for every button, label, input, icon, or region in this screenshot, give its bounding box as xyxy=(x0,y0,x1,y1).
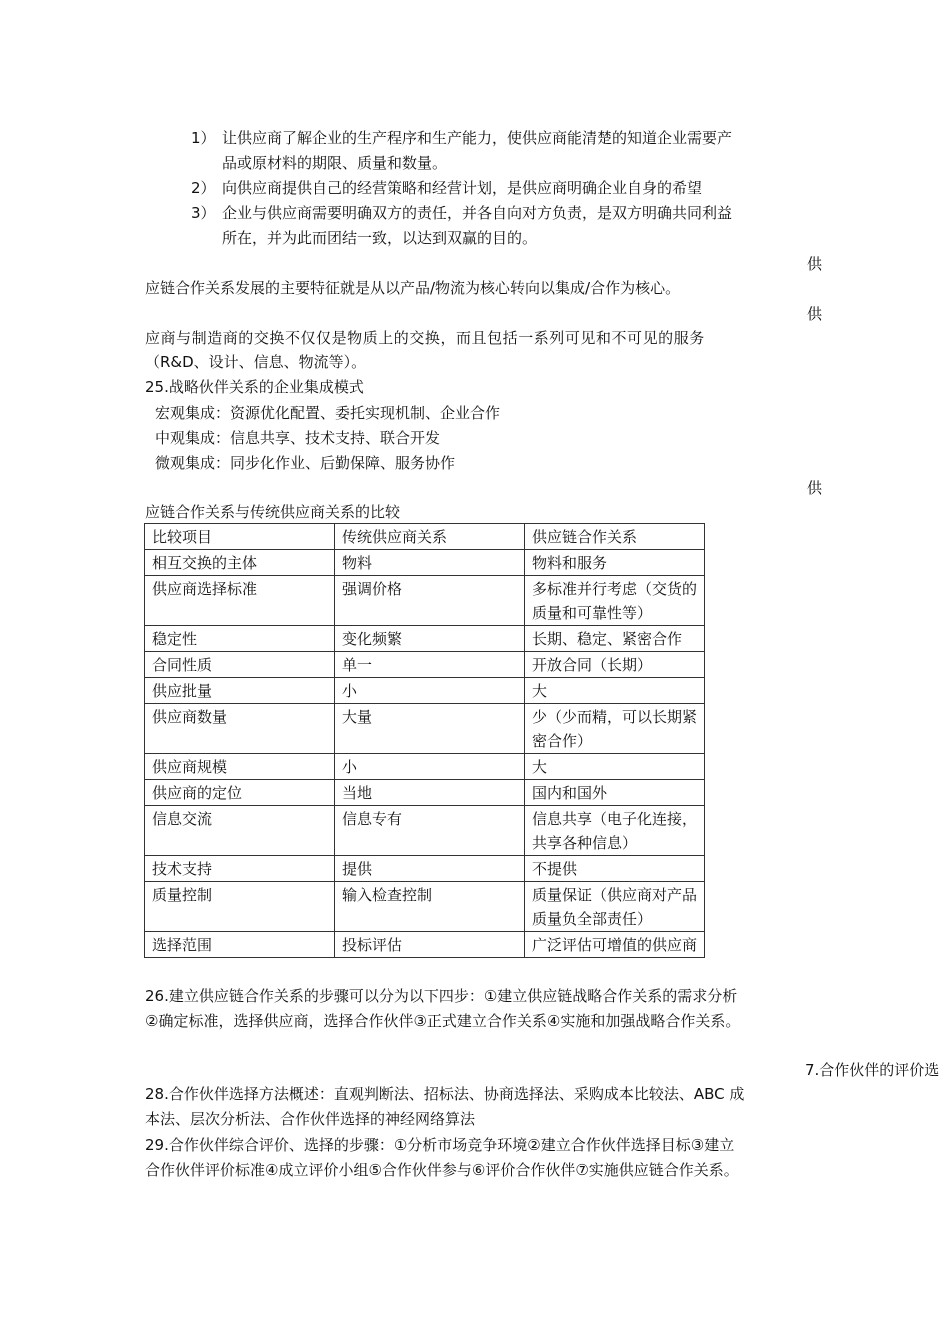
table-cell: 大 xyxy=(525,754,705,780)
table-cell: 技术支持 xyxy=(145,856,335,882)
table-row xyxy=(145,576,705,626)
table-cell: 稳定性 xyxy=(145,626,335,652)
section-text: 合作伙伴评价标准④成立评价小组⑤合作伙伴参与⑥评价合作伙伴⑦实施供应链合作关系。 xyxy=(145,1161,739,1179)
table-cell: 供应商数量 xyxy=(145,704,335,754)
table-cell: 投标评估 xyxy=(335,932,525,958)
table-cell: 物料和服务 xyxy=(525,550,705,576)
table-row xyxy=(145,780,705,806)
section-text: 本法、层次分析法、合作伙伴选择的神经网络算法 xyxy=(145,1110,476,1128)
table-caption: 应链合作关系与传统供应商关系的比较 xyxy=(145,503,401,521)
list-number: 3） xyxy=(191,204,216,222)
table-row xyxy=(145,932,705,958)
table-cell: 多标准并行考虑（交货的质量和可靠性等） xyxy=(525,576,705,626)
table-cell: 小 xyxy=(335,754,525,780)
section-item: 中观集成：信息共享、技术支持、联合开发 xyxy=(155,429,441,447)
table-cell: 信息共享（电子化连接，共享各种信息） xyxy=(525,806,705,856)
paragraph-text: 应链合作关系发展的主要特征就是从以产品/物流为核心转向以集成/合作为核心。 xyxy=(145,279,681,297)
list-item-text: 企业与供应商需要明确双方的责任，并各自向对方负责，是双方明确共同利益 xyxy=(222,204,733,222)
table-row xyxy=(145,652,705,678)
table-cell: 广泛评估可增值的供应商 xyxy=(525,932,705,958)
section-heading-fragment: 7.合作伙伴的评价选 xyxy=(805,1061,940,1079)
table-cell: 质量控制 xyxy=(145,882,335,932)
table-header-cell: 比较项目 xyxy=(145,524,335,550)
table-cell: 供应批量 xyxy=(145,678,335,704)
list-item-text: 所在，并为此而团结一致，以达到双赢的目的。 xyxy=(222,229,538,247)
table-row xyxy=(145,882,705,932)
section-text: 28.合作伙伴选择方法概述：直观判断法、招标法、协商选择法、采购成本比较法、ABC 成 xyxy=(145,1085,745,1103)
paragraph-lead-char: 供 xyxy=(807,255,823,273)
comparison-table xyxy=(144,523,705,958)
table-cell: 开放合同（长期） xyxy=(525,652,705,678)
list-number: 1） xyxy=(191,129,216,147)
table-header-cell: 供应链合作关系 xyxy=(525,524,705,550)
table-cell: 质量保证（供应商对产品质量负全部责任） xyxy=(525,882,705,932)
table-cell: 供应商选择标准 xyxy=(145,576,335,626)
table-header-row xyxy=(145,524,705,550)
table-cell: 相互交换的主体 xyxy=(145,550,335,576)
table-cell: 当地 xyxy=(335,780,525,806)
table-cell: 小 xyxy=(335,678,525,704)
table-cell: 信息专有 xyxy=(335,806,525,856)
table-header-cell: 传统供应商关系 xyxy=(335,524,525,550)
table-cell: 供应商规模 xyxy=(145,754,335,780)
table-cell: 强调价格 xyxy=(335,576,525,626)
table-cell: 国内和国外 xyxy=(525,780,705,806)
table-row xyxy=(145,856,705,882)
table-cell: 提供 xyxy=(335,856,525,882)
section-item: 宏观集成：资源优化配置、委托实现机制、企业合作 xyxy=(155,404,501,422)
table-cell: 合同性质 xyxy=(145,652,335,678)
table-cell: 信息交流 xyxy=(145,806,335,856)
table-cell: 供应商的定位 xyxy=(145,780,335,806)
section-text: 26.建立供应链合作关系的步骤可以分为以下四步：①建立供应链战略合作关系的需求分析 xyxy=(145,987,738,1005)
section-item: 微观集成：同步化作业、后勤保障、服务协作 xyxy=(155,454,456,472)
table-cell: 不提供 xyxy=(525,856,705,882)
table-cell: 大量 xyxy=(335,704,525,754)
section-text: ②确定标准，选择供应商，选择合作伙伴③正式建立合作关系④实施和加强战略合作关系。 xyxy=(145,1012,741,1030)
section-text: 29.合作伙伴综合评价、选择的步骤：①分析市场竞争环境②建立合作伙伴选择目标③建立 xyxy=(145,1136,735,1154)
paragraph-text: （R&D、设计、信息、物流等）。 xyxy=(145,353,367,371)
paragraph-text: 应商与制造商的交换不仅仅是物质上的交换，而且包括一系列可见和不可见的服务 xyxy=(145,329,705,347)
table-cell: 选择范围 xyxy=(145,932,335,958)
list-item-text: 向供应商提供自己的经营策略和经营计划，是供应商明确企业自身的希望 xyxy=(222,179,703,197)
table-cell: 大 xyxy=(525,678,705,704)
table-row xyxy=(145,626,705,652)
table-cell: 输入检查控制 xyxy=(335,882,525,932)
table-row xyxy=(145,754,705,780)
table-cell: 长期、稳定、紧密合作 xyxy=(525,626,705,652)
paragraph-lead-char: 供 xyxy=(807,305,823,323)
table-row xyxy=(145,704,705,754)
table-cell: 物料 xyxy=(335,550,525,576)
table-cell: 变化频繁 xyxy=(335,626,525,652)
table-row xyxy=(145,806,705,856)
section-heading: 25.战略伙伴关系的企业集成模式 xyxy=(145,378,364,396)
table-row xyxy=(145,550,705,576)
paragraph-lead-char: 供 xyxy=(807,479,823,497)
table-row xyxy=(145,678,705,704)
list-item-text: 让供应商了解企业的生产程序和生产能力，使供应商能清楚的知道企业需要产 xyxy=(222,129,733,147)
list-item-text: 品或原材料的期限、质量和数量。 xyxy=(222,154,448,172)
table-cell: 单一 xyxy=(335,652,525,678)
table-cell: 少（少而精，可以长期紧密合作） xyxy=(525,704,705,754)
list-number: 2） xyxy=(191,179,216,197)
